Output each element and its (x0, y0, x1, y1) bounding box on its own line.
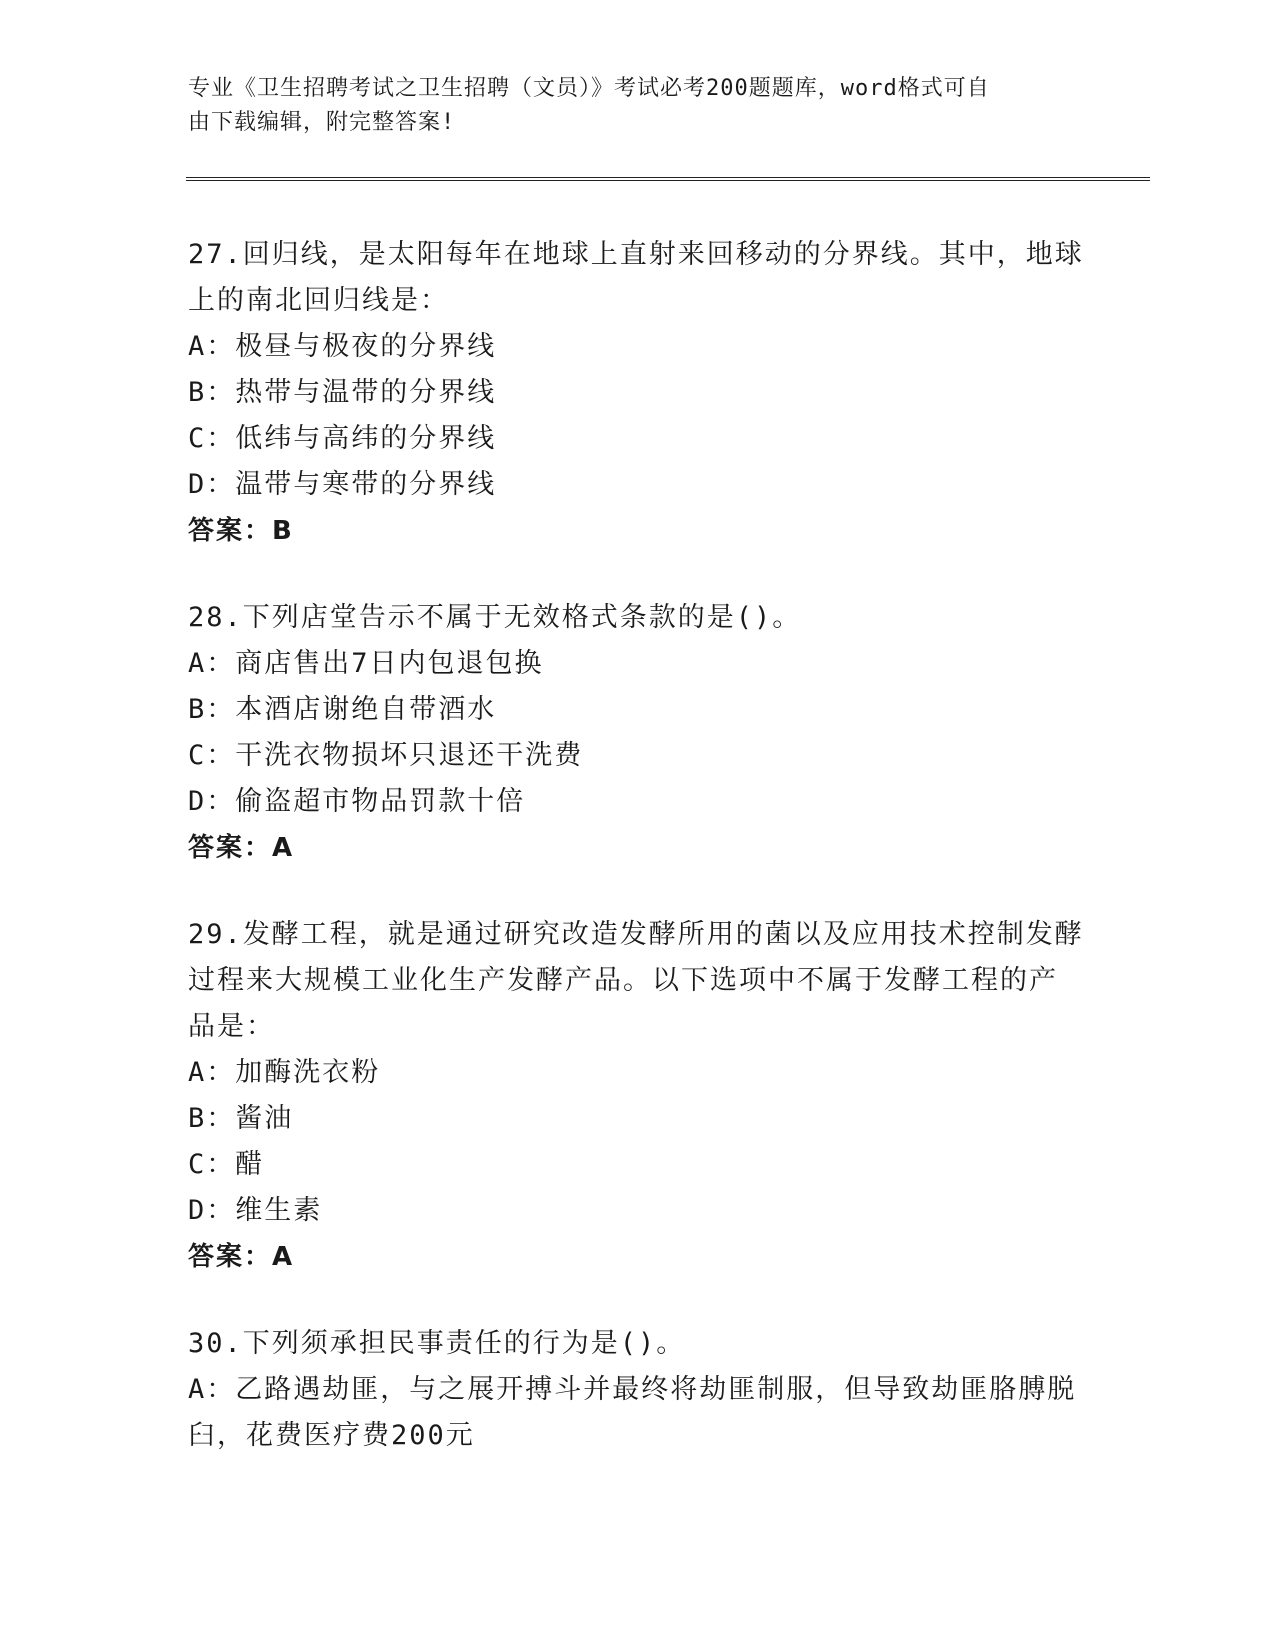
answer-label: 答案：B (188, 516, 294, 546)
option-a-continued: 臼，花费医疗费200元 (188, 1420, 475, 1451)
document-header (188, 72, 1068, 140)
option-c: C：低纬与高纬的分界线 (188, 423, 497, 454)
option-a: A：极昼与极夜的分界线 (188, 331, 497, 362)
option-c: C：醋 (188, 1149, 265, 1180)
option-a: A：乙路遇劫匪，与之展开搏斗并最终将劫匪制服，但导致劫匪胳膊脱 (188, 1374, 1077, 1405)
answer-label: 答案：A (188, 1242, 295, 1272)
option-a: A：加酶洗衣粉 (188, 1057, 381, 1088)
header-line-2: 由下载编辑，附完整答案! (188, 110, 456, 135)
question-stem-line: 27.回归线，是太阳每年在地球上直射来回移动的分界线。其中，地球 (188, 239, 1084, 270)
question-stem-line: 28.下列店堂告示不属于无效格式条款的是()。 (188, 602, 802, 633)
question-stem-line: 30.下列须承担民事责任的行为是()。 (188, 1328, 686, 1359)
option-b: B：酱油 (188, 1103, 294, 1134)
option-b: B：本酒店谢绝自带酒水 (188, 694, 497, 725)
question-stem-line: 过程来大规模工业化生产发酵产品。以下选项中不属于发酵工程的产 (188, 965, 1058, 996)
option-d: D：维生素 (188, 1195, 323, 1226)
option-d: D：偷盗超市物品罚款十倍 (188, 786, 526, 817)
question-28 (188, 595, 1088, 871)
option-a: A：商店售出7日内包退包换 (188, 648, 544, 679)
option-b: B：热带与温带的分界线 (188, 377, 497, 408)
header-divider (186, 177, 1150, 181)
answer-label: 答案：A (188, 833, 295, 863)
question-list (188, 232, 1088, 1500)
question-29 (188, 912, 1088, 1280)
question-30 (188, 1321, 1088, 1459)
question-stem-line: 品是： (188, 1011, 275, 1042)
option-c: C：干洗衣物损坏只退还干洗费 (188, 740, 584, 771)
question-stem-line: 29.发酵工程，就是通过研究改造发酵所用的菌以及应用技术控制发酵 (188, 919, 1084, 950)
option-d: D：温带与寒带的分界线 (188, 469, 497, 500)
question-27 (188, 232, 1088, 554)
question-stem-line: 上的南北回归线是： (188, 285, 449, 316)
header-line-1: 专业《卫生招聘考试之卫生招聘（文员）》考试必考200题题库，word格式可自 (188, 76, 990, 101)
